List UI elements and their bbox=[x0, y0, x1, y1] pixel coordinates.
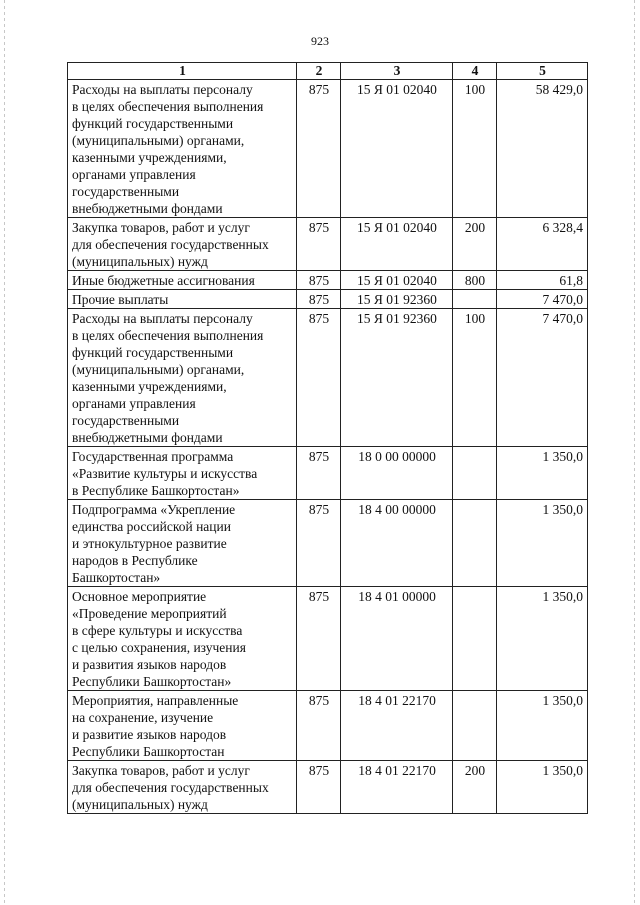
expense-name-line: Республики Башкортостан» bbox=[72, 674, 232, 689]
grbs-code-cell: 875 bbox=[297, 761, 341, 814]
expense-name-line: Расходы на выплаты персоналу bbox=[72, 311, 253, 326]
expense-name-line: народов в Республике bbox=[72, 553, 198, 568]
expense-type-cell bbox=[453, 587, 497, 691]
expense-name-line: (муниципальными) органами, bbox=[72, 133, 245, 148]
expense-name-cell bbox=[68, 309, 297, 447]
expense-name-cell bbox=[68, 447, 297, 500]
amount-cell: 1 350,0 bbox=[497, 500, 588, 587]
target-article-cell: 18 4 01 22170 bbox=[341, 761, 453, 814]
expense-name-line: «Развитие культуры и искусства bbox=[72, 466, 258, 481]
expense-name-line: в целях обеспечения выполнения bbox=[72, 328, 264, 343]
grbs-code-cell: 875 bbox=[297, 271, 341, 290]
amount-cell: 7 470,0 bbox=[497, 309, 588, 447]
left-scan-edge bbox=[4, 0, 5, 905]
expense-name-line: «Проведение мероприятий bbox=[72, 606, 227, 621]
expense-name-line: казенными учреждениями, bbox=[72, 150, 227, 165]
grbs-code-cell: 875 bbox=[297, 80, 341, 218]
grbs-code-cell: 875 bbox=[297, 290, 341, 309]
table-row bbox=[68, 80, 588, 218]
grbs-code-cell: 875 bbox=[297, 447, 341, 500]
expense-name-line: для обеспечения государственных bbox=[72, 237, 269, 252]
grbs-code-cell: 875 bbox=[297, 218, 341, 271]
expense-name-line: единства российской нации bbox=[72, 519, 231, 534]
expense-type-cell bbox=[453, 691, 497, 761]
expense-name-line: функций государственными bbox=[72, 116, 234, 131]
expense-name-line: внебюджетными фондами bbox=[72, 201, 223, 216]
grbs-code-cell: 875 bbox=[297, 691, 341, 761]
expense-name-line: (муниципальных) нужд bbox=[72, 254, 208, 269]
target-article-cell: 15 Я 01 02040 bbox=[341, 80, 453, 218]
target-article-cell: 18 4 00 00000 bbox=[341, 500, 453, 587]
table-row bbox=[68, 271, 588, 290]
expense-name-cell bbox=[68, 500, 297, 587]
expense-type-cell: 200 bbox=[453, 761, 497, 814]
expense-name-line: с целью сохранения, изучения bbox=[72, 640, 246, 655]
target-article-cell: 18 4 01 00000 bbox=[341, 587, 453, 691]
target-article-cell: 18 4 01 22170 bbox=[341, 691, 453, 761]
expense-name-line: в целях обеспечения выполнения bbox=[72, 99, 264, 114]
expense-name-line: Иные бюджетные ассигнования bbox=[72, 273, 255, 288]
expense-name-line: и развитие языков народов bbox=[72, 727, 227, 742]
table-row bbox=[68, 218, 588, 271]
column-header-2: 2 bbox=[297, 63, 341, 80]
expense-name-line: (муниципальными) органами, bbox=[72, 362, 245, 377]
column-header-3: 3 bbox=[341, 63, 453, 80]
target-article-cell: 18 0 00 00000 bbox=[341, 447, 453, 500]
expense-name-cell bbox=[68, 761, 297, 814]
expense-name-line: на сохранение, изучение bbox=[72, 710, 214, 725]
amount-cell: 1 350,0 bbox=[497, 447, 588, 500]
table-row bbox=[68, 290, 588, 309]
expense-type-cell: 100 bbox=[453, 309, 497, 447]
expense-name-line: Расходы на выплаты персоналу bbox=[72, 82, 253, 97]
expense-type-cell: 200 bbox=[453, 218, 497, 271]
amount-cell: 1 350,0 bbox=[497, 691, 588, 761]
grbs-code-cell: 875 bbox=[297, 500, 341, 587]
expense-name-line: казенными учреждениями, bbox=[72, 379, 227, 394]
expense-name-line: (муниципальных) нужд bbox=[72, 797, 208, 812]
expense-type-cell bbox=[453, 447, 497, 500]
expense-name-line: в сфере культуры и искусства bbox=[72, 623, 243, 638]
expense-name-line: Закупка товаров, работ и услуг bbox=[72, 763, 250, 778]
amount-cell: 1 350,0 bbox=[497, 587, 588, 691]
expense-name-line: государственными bbox=[72, 184, 180, 199]
expense-name-cell bbox=[68, 271, 297, 290]
expense-type-cell: 100 bbox=[453, 80, 497, 218]
amount-cell: 61,8 bbox=[497, 271, 588, 290]
table-row bbox=[68, 500, 588, 587]
expense-name-line: Закупка товаров, работ и услуг bbox=[72, 220, 250, 235]
expense-name-line: внебюджетными фондами bbox=[72, 430, 223, 445]
amount-cell: 58 429,0 bbox=[497, 80, 588, 218]
expense-name-line: государственными bbox=[72, 413, 180, 428]
expense-name-line: Подпрограмма «Укрепление bbox=[72, 502, 236, 517]
expense-name-cell bbox=[68, 218, 297, 271]
expense-name-line: Государственная программа bbox=[72, 449, 234, 464]
expense-name-line: для обеспечения государственных bbox=[72, 780, 269, 795]
table-row bbox=[68, 447, 588, 500]
column-header-5: 5 bbox=[497, 63, 588, 80]
table-row bbox=[68, 761, 588, 814]
page-number: 923 bbox=[311, 34, 329, 48]
right-scan-edge bbox=[634, 0, 635, 905]
expense-type-cell: 800 bbox=[453, 271, 497, 290]
expense-name-line: Башкортостан» bbox=[72, 570, 161, 585]
budget-table bbox=[67, 62, 588, 814]
target-article-cell: 15 Я 01 92360 bbox=[341, 309, 453, 447]
expense-name-line: в Республике Башкортостан» bbox=[72, 483, 240, 498]
expense-name-line: Мероприятия, направленные bbox=[72, 693, 239, 708]
table-header-row bbox=[68, 63, 588, 80]
expense-name-line: Основное мероприятие bbox=[72, 589, 207, 604]
expense-name-cell bbox=[68, 80, 297, 218]
column-header-1: 1 bbox=[68, 63, 297, 80]
expense-name-line: органами управления bbox=[72, 396, 196, 411]
expense-name-line: и развития языков народов bbox=[72, 657, 227, 672]
expense-type-cell bbox=[453, 290, 497, 309]
expense-name-cell bbox=[68, 691, 297, 761]
expense-name-cell bbox=[68, 587, 297, 691]
table-body bbox=[68, 80, 588, 814]
table-row bbox=[68, 691, 588, 761]
expense-name-line: функций государственными bbox=[72, 345, 234, 360]
grbs-code-cell: 875 bbox=[297, 309, 341, 447]
expense-name-cell bbox=[68, 290, 297, 309]
grbs-code-cell: 875 bbox=[297, 587, 341, 691]
target-article-cell: 15 Я 01 02040 bbox=[341, 218, 453, 271]
amount-cell: 7 470,0 bbox=[497, 290, 588, 309]
column-header-4: 4 bbox=[453, 63, 497, 80]
expense-name-line: Республики Башкортостан bbox=[72, 744, 225, 759]
expense-type-cell bbox=[453, 500, 497, 587]
expense-name-line: Прочие выплаты bbox=[72, 292, 169, 307]
amount-cell: 1 350,0 bbox=[497, 761, 588, 814]
target-article-cell: 15 Я 01 92360 bbox=[341, 290, 453, 309]
amount-cell: 6 328,4 bbox=[497, 218, 588, 271]
table-row bbox=[68, 587, 588, 691]
target-article-cell: 15 Я 01 02040 bbox=[341, 271, 453, 290]
table-row bbox=[68, 309, 588, 447]
expense-name-line: органами управления bbox=[72, 167, 196, 182]
expense-name-line: и этнокультурное развитие bbox=[72, 536, 227, 551]
